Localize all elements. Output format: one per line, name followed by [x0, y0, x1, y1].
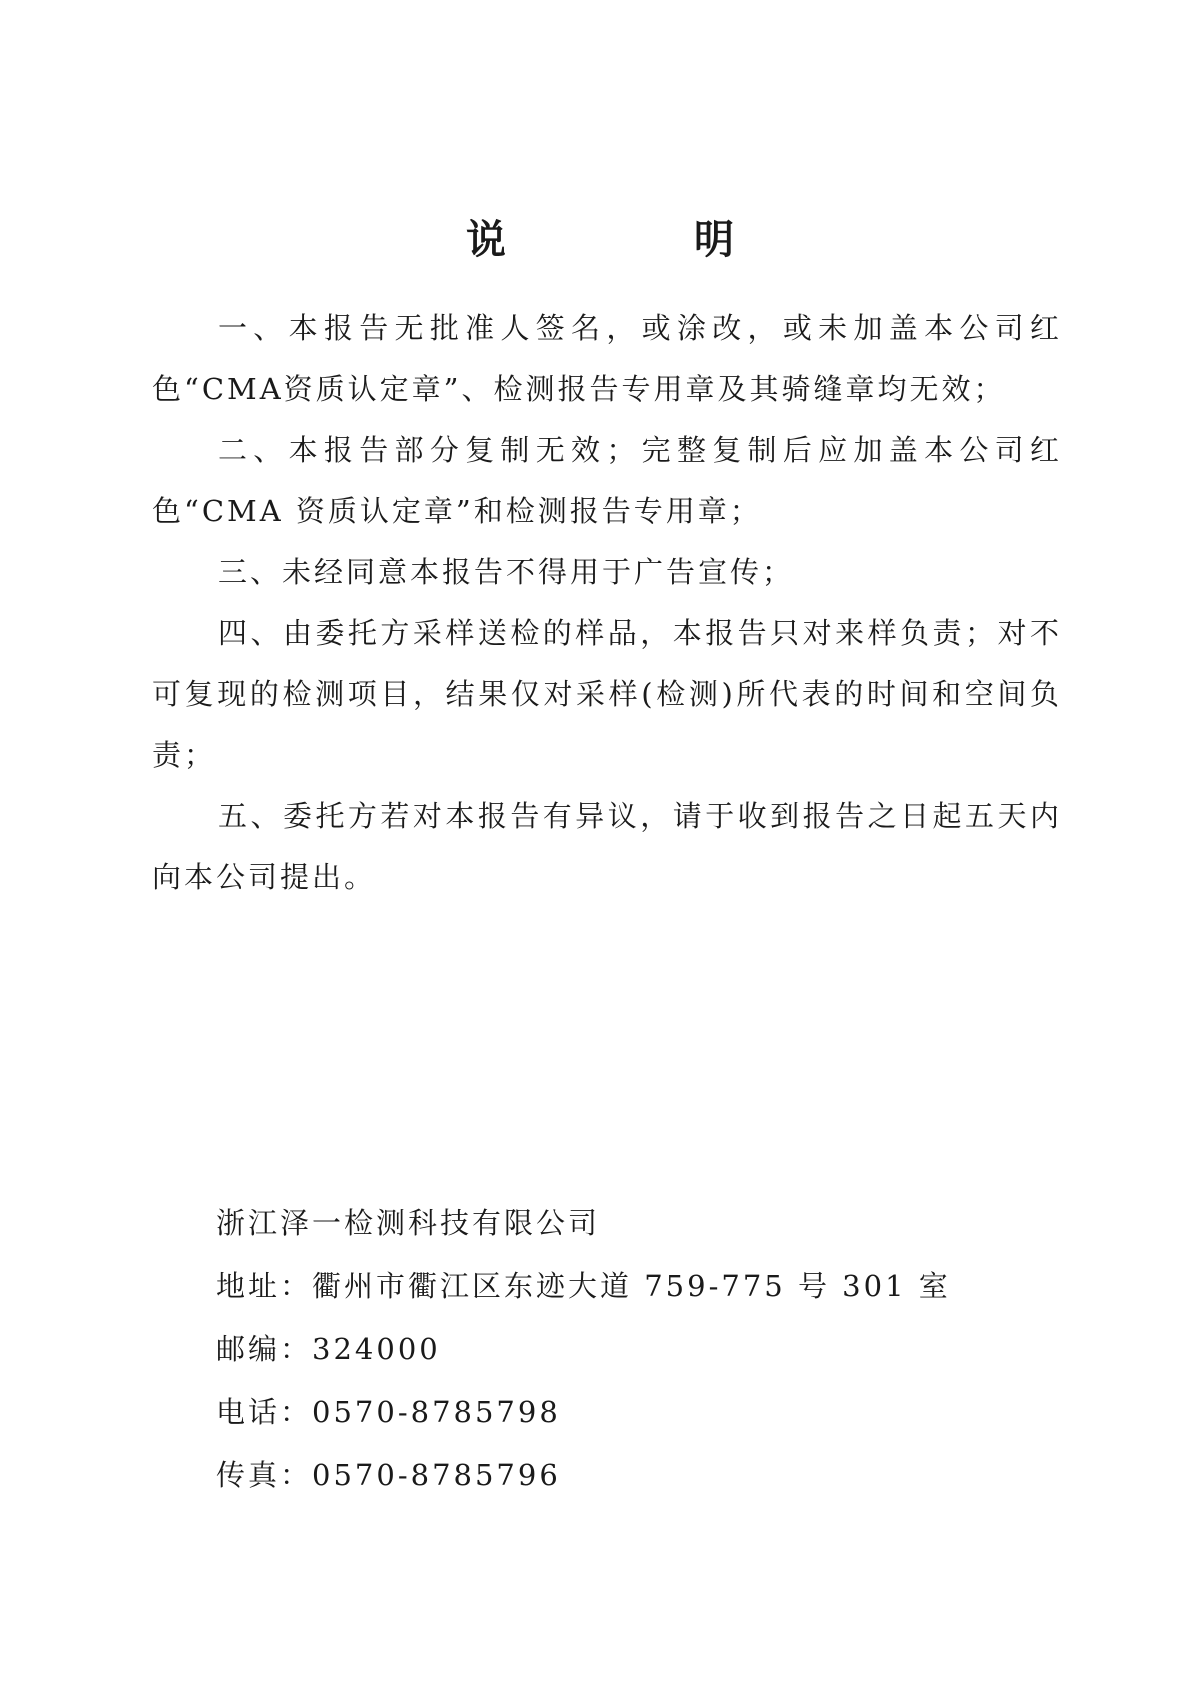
phone-line: [216, 1381, 1016, 1444]
note-item: 一、本报告无批准人签名，或涂改，或未加盖本公司红色“CMA资质认定章”、检测报告专用章及其骑缝章均无效；: [152, 311, 1062, 406]
postcode-value: 324000: [312, 1332, 441, 1366]
phone-value: 0570-8785798: [312, 1395, 561, 1429]
company-name: 浙江泽一检测科技有限公司: [216, 1206, 601, 1240]
note-item: 五、委托方若对本报告有异议，请于收到报告之日起五天内向本公司提出。: [152, 799, 1062, 894]
note-item: 四、由委托方采样送检的样品，本报告只对来样负责；对不可复现的检测项目，结果仅对采样(检测)所代表的时间和空间负责；: [152, 616, 1062, 772]
notes-list: [152, 298, 1062, 908]
note-item: 三、未经同意本报告不得用于广告宣传；: [218, 555, 795, 589]
address-value: 衢州市衢江区东迹大道 759-775 号 301 室: [312, 1269, 951, 1303]
fax-line: [216, 1444, 1016, 1507]
page-title: 说 明: [466, 216, 808, 263]
postcode-label: 邮编：: [216, 1332, 313, 1366]
address-line: [216, 1255, 1016, 1318]
address-label: 地址：: [216, 1269, 313, 1303]
note-item: 二、本报告部分复制无效；完整复制后应加盖本公司红色“CMA 资质认定章”和检测报告专用章；: [152, 433, 1062, 528]
postcode-line: [216, 1318, 1016, 1381]
fax-label: 传真：: [216, 1458, 313, 1492]
fax-value: 0570-8785796: [312, 1458, 561, 1492]
phone-label: 电话：: [216, 1395, 313, 1429]
company-info: [216, 1192, 1016, 1507]
